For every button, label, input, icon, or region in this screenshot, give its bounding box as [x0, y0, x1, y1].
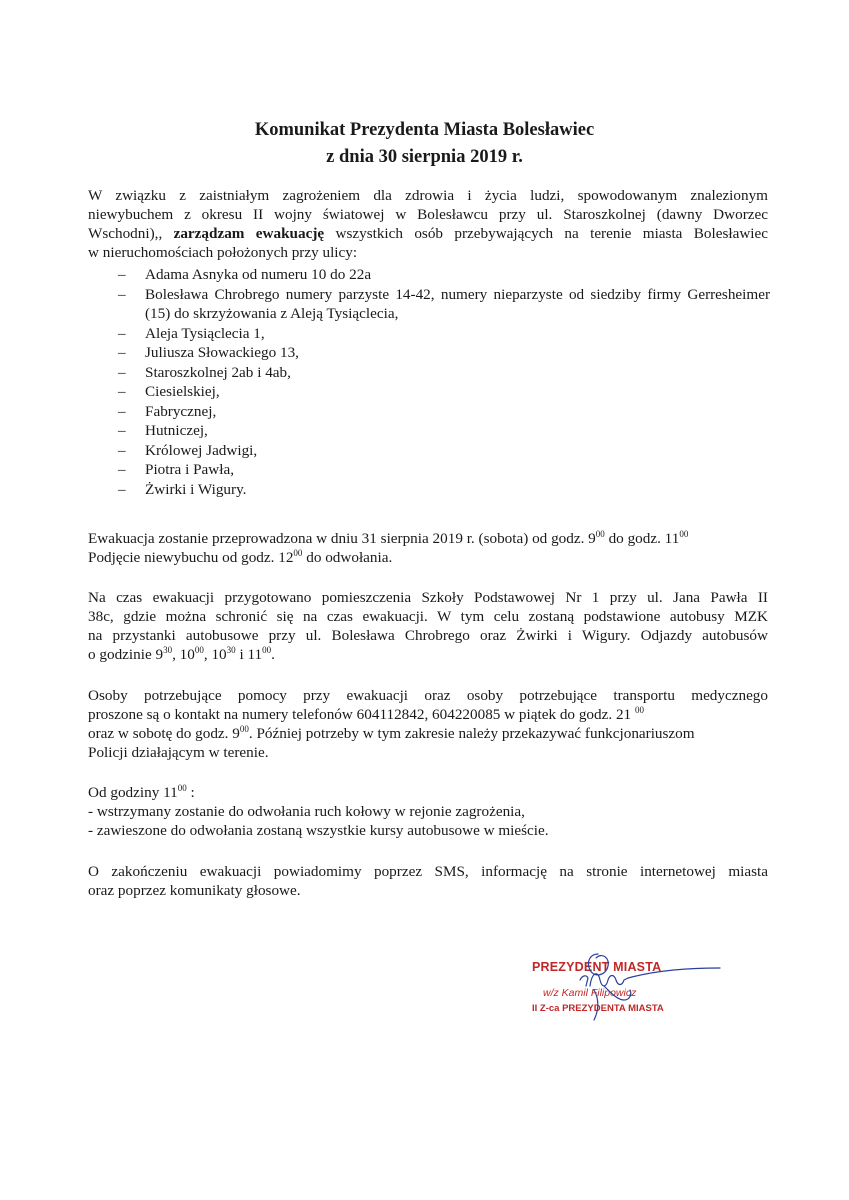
list-dash: – — [118, 461, 126, 478]
superscript: 30 — [226, 645, 236, 655]
traffic-item: - zawieszone do odwołania zostaną wszystkie kursy autobusowe w mieście. — [88, 822, 549, 839]
street-name: Staroszkolnej 2ab i 4ab, — [145, 363, 291, 381]
text: do odwołania. — [302, 549, 393, 566]
traffic-heading — [88, 783, 768, 802]
list-dash: – — [118, 363, 126, 381]
traffic-paragraph — [88, 783, 768, 840]
stamp-line2: w/z Kamil Filipowicz — [543, 987, 637, 999]
street-list-item — [118, 460, 770, 480]
shelter-line: Na czas ewakuacji przygotowano pomieszczenia Szkoły Podstawowej Nr 1 przy ul. Jana Pawła II — [88, 589, 768, 606]
street-name: Aleja Tysiąclecia 1, — [145, 324, 265, 342]
street-list-item — [118, 421, 770, 441]
signature-stamp — [520, 950, 740, 1030]
list-dash: – — [118, 383, 126, 400]
superscript: 00 — [293, 548, 303, 558]
text: i 11 — [235, 646, 263, 663]
help-line — [88, 705, 768, 724]
handwritten-signature-icon — [520, 950, 740, 1030]
text: Ewakuacja zostanie przeprowadzona w dniu 31 sierpnia 2019 r. (sobota) od godz. 9 — [88, 530, 596, 547]
street-list-item — [118, 480, 770, 500]
help-line: Osoby potrzebujące pomocy przy ewakuacji oraz osoby potrzebujące transportu medycznego — [88, 687, 768, 704]
intro-line: niewybuchem z okresu II wojny światowej w Bolesławcu przy ul. Staroszkolnej (dawny Dworzec — [88, 206, 768, 223]
superscript: 00 — [194, 645, 204, 655]
list-dash: – — [118, 324, 126, 342]
stamp-line3: II Z-ca PREZYDENTA MIASTA — [532, 1003, 664, 1014]
help-line: Policji działającym w terenie. — [88, 744, 269, 761]
intro-line: W związku z zaistniałym zagrożeniem dla zdrowia i życia ludzi, spowodowanym znalezionym — [88, 187, 768, 204]
closing-line: oraz poprzez komunikaty głosowe. — [88, 882, 301, 899]
street-list-item — [118, 285, 770, 324]
help-line — [88, 724, 768, 743]
evacuation-line — [88, 529, 768, 548]
street-list-item — [118, 324, 770, 344]
superscript: 00 — [595, 529, 605, 539]
intro-paragraph — [88, 186, 768, 262]
text: . Później potrzeby w tym zakresie należy przekazywać funkcjonariuszom — [248, 725, 695, 742]
text: , 10 — [203, 646, 227, 663]
text: Podjęcie niewybuchu od godz. 12 — [88, 549, 294, 566]
street-name: Królowej Jadwigi, — [145, 441, 258, 459]
help-paragraph — [88, 686, 768, 762]
list-dash: – — [118, 266, 126, 283]
street-name: Piotra i Pawła, — [145, 461, 235, 478]
intro-text: wszystkich osób przebywających na terenie miasta Bolesławiec — [335, 225, 768, 242]
shelter-paragraph — [88, 588, 768, 664]
superscript: 00 — [262, 645, 272, 655]
street-list-item — [118, 363, 770, 383]
list-dash: – — [118, 285, 126, 303]
bus-times-line — [88, 645, 768, 664]
list-dash: – — [118, 441, 126, 459]
text: o godzinie 9 — [88, 646, 164, 663]
superscript: 00 — [239, 724, 249, 734]
text: Od godziny 11 — [88, 784, 178, 801]
street-list-item — [118, 382, 770, 402]
text: do godz. 11 — [604, 530, 680, 547]
shelter-line: na przystanki autobusowe przy ul. Bolesława Chrobrego oraz Żwirki i Wigury. Odjazdy autobusów — [88, 627, 768, 644]
street-list-item — [118, 343, 770, 363]
text: proszone są o kontakt na numery telefonów 604112842, 604220085 w piątek do godz. 21 — [88, 706, 632, 723]
intro-line: w nieruchomościach położonych przy ulicy: — [88, 244, 358, 261]
street-name: Hutniczej, — [145, 422, 208, 439]
street-name: Juliusza Słowackiego 13, — [145, 344, 299, 361]
street-list-item — [118, 402, 770, 422]
street-list-item — [118, 441, 770, 461]
closing-line: O zakończeniu ewakuacji powiadomimy poprzez SMS, informację na stronie internetowej miasta — [88, 863, 768, 880]
street-name: Adama Asnyka od numeru 10 do 22a — [145, 266, 372, 283]
list-dash: – — [118, 402, 126, 420]
list-dash: – — [118, 480, 126, 498]
superscript: 00 — [634, 705, 644, 715]
street-list — [118, 265, 770, 499]
superscript: 00 — [679, 529, 689, 539]
street-name: Fabrycznej, — [145, 402, 217, 420]
document-title-line2: z dnia 30 sierpnia 2019 r. — [326, 147, 523, 167]
text: : — [186, 784, 195, 801]
street-name: Żwirki i Wigury. — [145, 480, 247, 498]
removal-line — [88, 548, 768, 567]
evacuation-order-emphasis: zarządzam ewakuację — [173, 225, 325, 242]
intro-line: Wschodni),, zarządzam ewakuację wszystkich osób przebywających na terenie miasta Bolesławiec — [88, 225, 768, 242]
stamp-line1: PREZYDENT MIASTA — [532, 960, 662, 974]
intro-text: Wschodni), — [88, 225, 159, 242]
street-list-item — [118, 265, 770, 285]
closing-paragraph — [88, 862, 768, 900]
street-name: Bolesława Chrobrego numery parzyste 14-42, numery nieparzyste od siedziby firmy Gerresheimer (15) do skrzyżowania z Aleją Tysiąclecia, — [145, 285, 770, 322]
street-name: Ciesielskiej, — [145, 383, 220, 400]
list-dash: – — [118, 344, 126, 361]
text: , 10 — [172, 646, 195, 663]
traffic-item: - wstrzymany zostanie do odwołania ruch kołowy w rejonie zagrożenia, — [88, 803, 525, 820]
text: oraz w sobotę do godz. 9 — [88, 725, 240, 742]
list-dash: – — [118, 422, 126, 439]
document-title-line1: Komunikat Prezydenta Miasta Bolesławiec — [254, 120, 595, 140]
shelter-line: 38c, gdzie można schronić się na czas ewakuacji. W tym celu zostaną podstawione autobusy MZK — [88, 608, 768, 625]
superscript: 30 — [163, 645, 173, 655]
superscript: 00 — [177, 783, 187, 793]
text: . — [271, 646, 275, 663]
evacuation-time-paragraph — [88, 529, 768, 567]
